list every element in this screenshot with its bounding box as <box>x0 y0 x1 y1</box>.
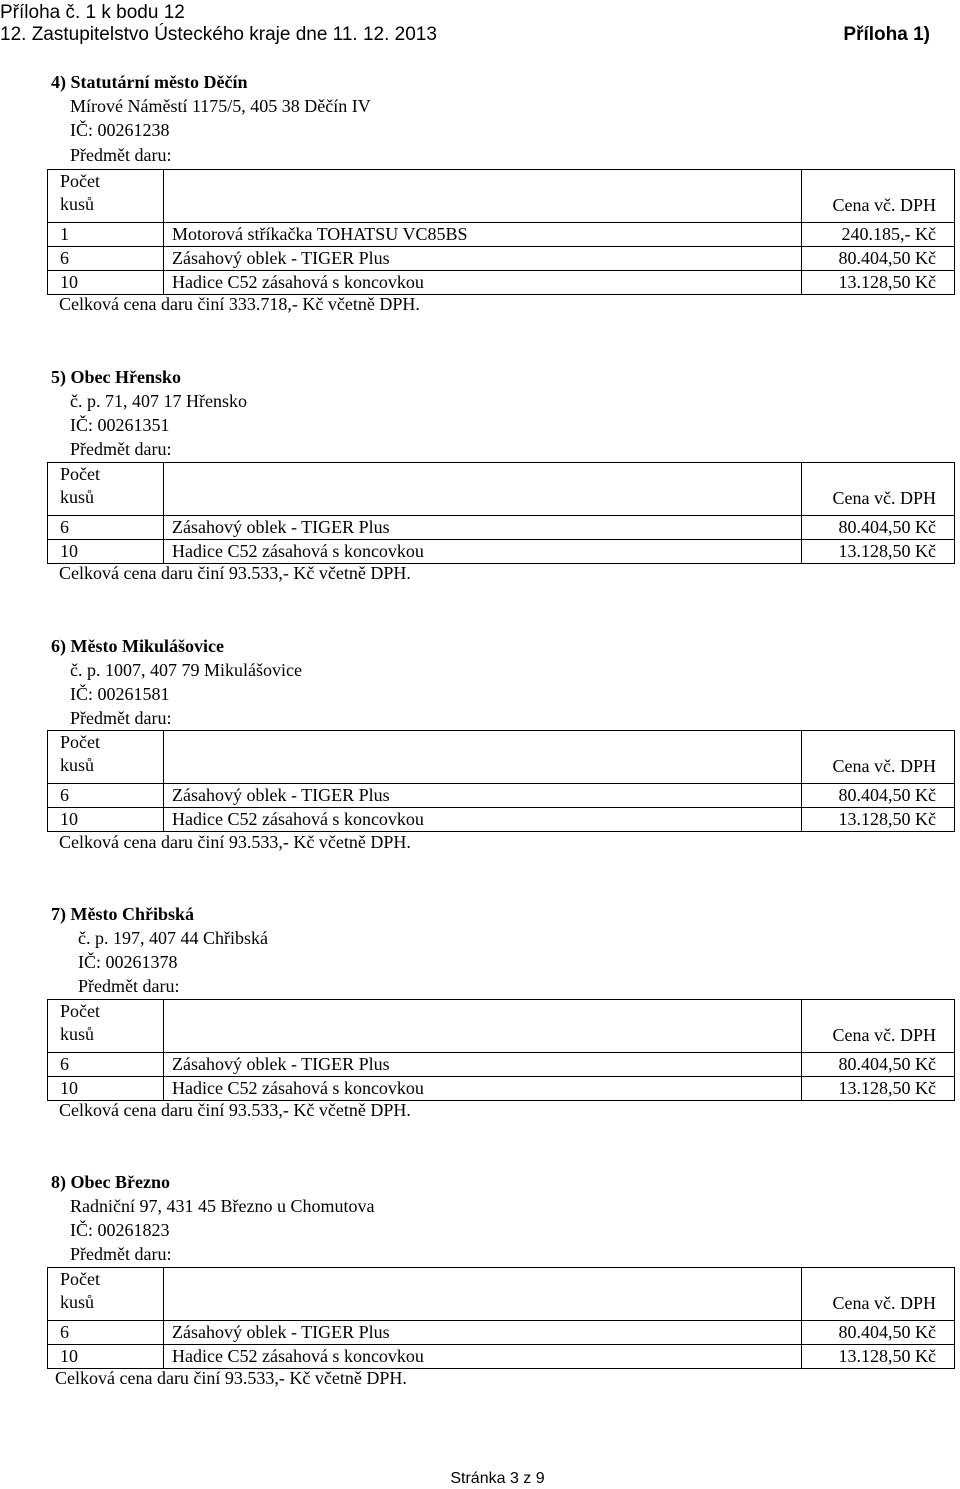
gift-table <box>47 462 955 564</box>
section-title: 6) Město Mikulášovice <box>51 636 224 656</box>
gift-table <box>47 999 955 1101</box>
section-ic: IČ: 00261238 <box>70 120 170 140</box>
item-header <box>164 170 802 223</box>
count-header: Počet kusů <box>48 731 164 784</box>
section-title: 7) Město Chřibská <box>51 904 194 924</box>
item-name: Zásahový oblek - TIGER Plus <box>164 1321 802 1345</box>
page-number: Stránka 3 z 9 <box>450 1470 545 1487</box>
item-header <box>164 463 802 516</box>
section-ic: IČ: 00261378 <box>78 952 178 972</box>
table-row <box>48 271 955 295</box>
attachment-label: Příloha 1) <box>843 24 930 45</box>
item-qty: 10 <box>48 540 164 564</box>
count-header: Počet kusů <box>48 1268 164 1321</box>
item-price: 80.404,50 Kč <box>802 516 955 540</box>
table-row <box>48 1345 955 1369</box>
section-ic: IČ: 00261581 <box>70 684 170 704</box>
item-price: 13.128,50 Kč <box>802 540 955 564</box>
gift-table <box>47 730 955 832</box>
gift-table <box>47 169 955 295</box>
section-address: č. p. 1007, 407 79 Mikulášovice <box>70 660 302 680</box>
item-price: 80.404,50 Kč <box>802 1321 955 1345</box>
price-header: Cena vč. DPH <box>802 1000 955 1053</box>
table-row <box>48 540 955 564</box>
section-subject: Předmět daru: <box>78 976 180 996</box>
table-row <box>48 1321 955 1345</box>
section-subject: Předmět daru: <box>70 708 172 728</box>
item-name: Hadice C52 zásahová s koncovkou <box>164 1077 802 1101</box>
item-qty: 6 <box>48 516 164 540</box>
table-row <box>48 808 955 832</box>
item-name: Hadice C52 zásahová s koncovkou <box>164 540 802 564</box>
section-address: Mírové Náměstí 1175/5, 405 38 Děčín IV <box>70 96 371 116</box>
item-header <box>164 1268 802 1321</box>
gift-table <box>47 1267 955 1369</box>
section-address: Radniční 97, 431 45 Březno u Chomutova <box>70 1196 375 1216</box>
item-name: Hadice C52 zásahová s koncovkou <box>164 271 802 295</box>
table-row <box>48 223 955 247</box>
table-row <box>48 784 955 808</box>
section-title: 4) Statutární město Děčín <box>51 72 248 92</box>
section-total: Celková cena daru činí 333.718,- Kč včetně DPH. <box>59 294 420 314</box>
section-ic: IČ: 00261351 <box>70 415 170 435</box>
table-row <box>48 247 955 271</box>
table-header-row <box>48 731 955 784</box>
count-header: Počet kusů <box>48 1000 164 1053</box>
table-header-row <box>48 463 955 516</box>
item-name: Zásahový oblek - TIGER Plus <box>164 784 802 808</box>
price-header: Cena vč. DPH <box>802 731 955 784</box>
item-header <box>164 1000 802 1053</box>
item-name: Hadice C52 zásahová s koncovkou <box>164 1345 802 1369</box>
item-qty: 10 <box>48 808 164 832</box>
section-ic: IČ: 00261823 <box>70 1220 170 1240</box>
item-price: 80.404,50 Kč <box>802 1053 955 1077</box>
section-subject: Předmět daru: <box>70 1244 172 1264</box>
section-subject: Předmět daru: <box>70 145 172 165</box>
section-total: Celková cena daru činí 93.533,- Kč včetně DPH. <box>59 1100 411 1120</box>
item-price: 80.404,50 Kč <box>802 247 955 271</box>
section-total: Celková cena daru činí 93.533,- Kč včetně DPH. <box>59 832 411 852</box>
section-total: Celková cena daru činí 93.533,- Kč včetně DPH. <box>59 563 411 583</box>
section-title: 8) Obec Březno <box>51 1172 170 1192</box>
table-row <box>48 1053 955 1077</box>
table-header-row <box>48 170 955 223</box>
document-header-line2: 12. Zastupitelstvo Ústeckého kraje dne 11. 12. 2013 <box>0 24 437 45</box>
item-price: 13.128,50 Kč <box>802 1077 955 1101</box>
document-header-line1: Příloha č. 1 k bodu 12 <box>0 2 185 23</box>
table-header-row <box>48 1268 955 1321</box>
item-price: 13.128,50 Kč <box>802 808 955 832</box>
item-qty: 10 <box>48 1345 164 1369</box>
item-price: 13.128,50 Kč <box>802 1345 955 1369</box>
item-qty: 6 <box>48 1053 164 1077</box>
item-qty: 6 <box>48 784 164 808</box>
price-header: Cena vč. DPH <box>802 463 955 516</box>
item-name: Zásahový oblek - TIGER Plus <box>164 516 802 540</box>
item-qty: 6 <box>48 1321 164 1345</box>
section-subject: Předmět daru: <box>70 439 172 459</box>
item-name: Zásahový oblek - TIGER Plus <box>164 247 802 271</box>
section-title: 5) Obec Hřensko <box>51 367 181 387</box>
count-header: Počet kusů <box>48 170 164 223</box>
item-qty: 1 <box>48 223 164 247</box>
section-address: č. p. 71, 407 17 Hřensko <box>70 391 247 411</box>
section-total: Celková cena daru činí 93.533,- Kč včetně DPH. <box>55 1368 407 1388</box>
table-row <box>48 516 955 540</box>
price-header: Cena vč. DPH <box>802 1268 955 1321</box>
table-header-row <box>48 1000 955 1053</box>
page-footer <box>0 1470 960 1488</box>
item-name: Zásahový oblek - TIGER Plus <box>164 1053 802 1077</box>
item-qty: 6 <box>48 247 164 271</box>
item-header <box>164 731 802 784</box>
item-price: 13.128,50 Kč <box>802 271 955 295</box>
item-price: 80.404,50 Kč <box>802 784 955 808</box>
item-price: 240.185,- Kč <box>802 223 955 247</box>
item-name: Hadice C52 zásahová s koncovkou <box>164 808 802 832</box>
item-qty: 10 <box>48 271 164 295</box>
section-address: č. p. 197, 407 44 Chřibská <box>78 928 268 948</box>
item-qty: 10 <box>48 1077 164 1101</box>
table-row <box>48 1077 955 1101</box>
price-header: Cena vč. DPH <box>802 170 955 223</box>
item-name: Motorová stříkačka TOHATSU VC85BS <box>164 223 802 247</box>
count-header: Počet kusů <box>48 463 164 516</box>
